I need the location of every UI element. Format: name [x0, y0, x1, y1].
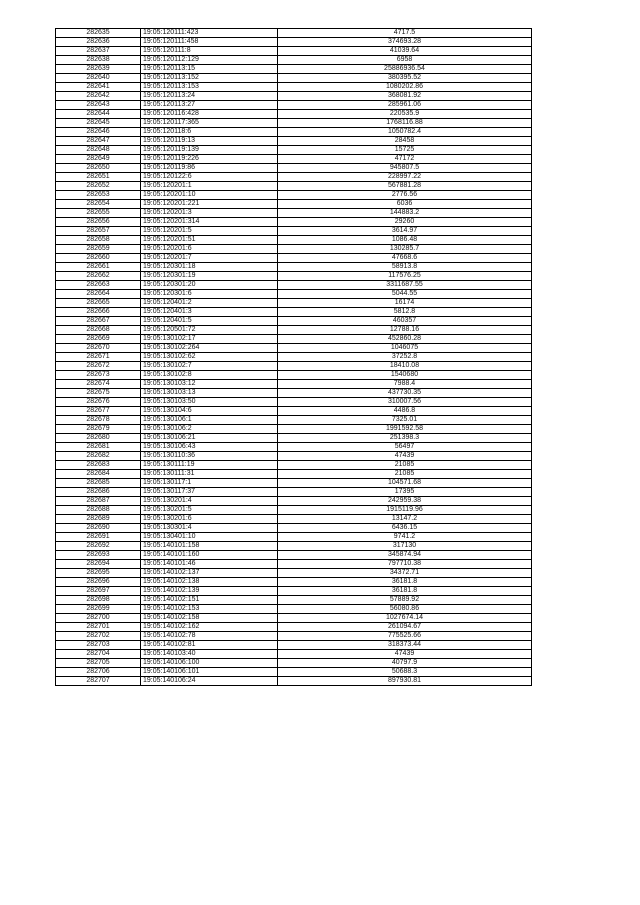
- record-id-cell: 282692: [56, 542, 141, 551]
- amount-cell: 144883.2: [278, 209, 532, 218]
- record-id-cell: 282646: [56, 128, 141, 137]
- amount-cell: 228997.22: [278, 173, 532, 182]
- amount-cell: 56080.86: [278, 605, 532, 614]
- records-table: [55, 28, 532, 686]
- record-id-cell: 282653: [56, 191, 141, 200]
- record-id-cell: 282666: [56, 308, 141, 317]
- amount-cell: 220535.9: [278, 110, 532, 119]
- table-row: [56, 191, 532, 200]
- cadastral-code-cell: 19:05:140106:100: [141, 659, 278, 668]
- amount-cell: 6036: [278, 200, 532, 209]
- cadastral-code-cell: 19:05:120119:13: [141, 137, 278, 146]
- record-id-cell: 282669: [56, 335, 141, 344]
- cadastral-code-cell: 19:05:130106:2: [141, 425, 278, 434]
- record-id-cell: 282690: [56, 524, 141, 533]
- amount-cell: 117576.25: [278, 272, 532, 281]
- amount-cell: 58913.8: [278, 263, 532, 272]
- amount-cell: 1080202.86: [278, 83, 532, 92]
- amount-cell: 21085: [278, 470, 532, 479]
- record-id-cell: 282643: [56, 101, 141, 110]
- cadastral-code-cell: 19:05:120113:27: [141, 101, 278, 110]
- table-row: [56, 146, 532, 155]
- record-id-cell: 282694: [56, 560, 141, 569]
- table-row: [56, 371, 532, 380]
- amount-cell: 4717.5: [278, 29, 532, 38]
- cadastral-code-cell: 19:05:140101:158: [141, 542, 278, 551]
- record-id-cell: 282696: [56, 578, 141, 587]
- cadastral-code-cell: 19:05:120401:3: [141, 308, 278, 317]
- table-row: [56, 479, 532, 488]
- cadastral-code-cell: 19:05:130103:13: [141, 389, 278, 398]
- table-row: [56, 569, 532, 578]
- amount-cell: 9741.2: [278, 533, 532, 542]
- cadastral-code-cell: 19:05:120113:24: [141, 92, 278, 101]
- table-row: [56, 128, 532, 137]
- cadastral-code-cell: 19:05:120122:6: [141, 173, 278, 182]
- cadastral-code-cell: 19:05:130117:1: [141, 479, 278, 488]
- record-id-cell: 282687: [56, 497, 141, 506]
- record-id-cell: 282693: [56, 551, 141, 560]
- table-row: [56, 353, 532, 362]
- amount-cell: 5044.55: [278, 290, 532, 299]
- cadastral-code-cell: 19:05:120301:18: [141, 263, 278, 272]
- amount-cell: 7325.01: [278, 416, 532, 425]
- cadastral-code-cell: 19:05:120201:1: [141, 182, 278, 191]
- table-row: [56, 659, 532, 668]
- amount-cell: 460357: [278, 317, 532, 326]
- record-id-cell: 282656: [56, 218, 141, 227]
- table-row: [56, 74, 532, 83]
- cadastral-code-cell: 19:05:120201:314: [141, 218, 278, 227]
- amount-cell: 6958: [278, 56, 532, 65]
- record-id-cell: 282704: [56, 650, 141, 659]
- table-row: [56, 110, 532, 119]
- cadastral-code-cell: 19:05:120301:19: [141, 272, 278, 281]
- amount-cell: 36181.8: [278, 578, 532, 587]
- cadastral-code-cell: 19:05:120113:15: [141, 65, 278, 74]
- amount-cell: 6436.15: [278, 524, 532, 533]
- cadastral-code-cell: 19:05:120113:152: [141, 74, 278, 83]
- cadastral-code-cell: 19:05:120111:423: [141, 29, 278, 38]
- table-row: [56, 668, 532, 677]
- table-row: [56, 632, 532, 641]
- cadastral-code-cell: 19:05:140102:162: [141, 623, 278, 632]
- table-row: [56, 434, 532, 443]
- table-row: [56, 524, 532, 533]
- record-id-cell: 282683: [56, 461, 141, 470]
- record-id-cell: 282691: [56, 533, 141, 542]
- table-row: [56, 623, 532, 632]
- table-row: [56, 83, 532, 92]
- amount-cell: 17395: [278, 488, 532, 497]
- amount-cell: 41039.64: [278, 47, 532, 56]
- record-id-cell: 282671: [56, 353, 141, 362]
- record-id-cell: 282678: [56, 416, 141, 425]
- record-id-cell: 282637: [56, 47, 141, 56]
- cadastral-code-cell: 19:05:120301:6: [141, 290, 278, 299]
- record-id-cell: 282699: [56, 605, 141, 614]
- table-row: [56, 614, 532, 623]
- record-id-cell: 282701: [56, 623, 141, 632]
- table-row: [56, 407, 532, 416]
- cadastral-code-cell: 19:05:130102:17: [141, 335, 278, 344]
- amount-cell: 317130: [278, 542, 532, 551]
- amount-cell: 437730.35: [278, 389, 532, 398]
- record-id-cell: 282688: [56, 506, 141, 515]
- cadastral-code-cell: 19:05:120118:6: [141, 128, 278, 137]
- cadastral-code-cell: 19:05:140102:78: [141, 632, 278, 641]
- amount-cell: 25886936.54: [278, 65, 532, 74]
- amount-cell: 1991592.58: [278, 425, 532, 434]
- cadastral-code-cell: 19:05:140106:24: [141, 677, 278, 686]
- record-id-cell: 282698: [56, 596, 141, 605]
- cadastral-code-cell: 19:05:120201:3: [141, 209, 278, 218]
- amount-cell: 242959.38: [278, 497, 532, 506]
- cadastral-code-cell: 19:05:130102:264: [141, 344, 278, 353]
- cadastral-code-cell: 19:05:120112:129: [141, 56, 278, 65]
- record-id-cell: 282635: [56, 29, 141, 38]
- amount-cell: 567881.28: [278, 182, 532, 191]
- record-id-cell: 282641: [56, 83, 141, 92]
- table-row: [56, 119, 532, 128]
- record-id-cell: 282702: [56, 632, 141, 641]
- cadastral-code-cell: 19:05:130110:36: [141, 452, 278, 461]
- records-table-body: [56, 29, 532, 686]
- table-row: [56, 254, 532, 263]
- table-row: [56, 443, 532, 452]
- record-id-cell: 282700: [56, 614, 141, 623]
- table-row: [56, 173, 532, 182]
- amount-cell: 47439: [278, 650, 532, 659]
- record-id-cell: 282682: [56, 452, 141, 461]
- cadastral-code-cell: 19:05:140106:101: [141, 668, 278, 677]
- cadastral-code-cell: 19:05:140102:138: [141, 578, 278, 587]
- record-id-cell: 282703: [56, 641, 141, 650]
- amount-cell: 945807.5: [278, 164, 532, 173]
- record-id-cell: 282650: [56, 164, 141, 173]
- amount-cell: 1046075: [278, 344, 532, 353]
- table-row: [56, 497, 532, 506]
- table-row: [56, 389, 532, 398]
- cadastral-code-cell: 19:05:120111:458: [141, 38, 278, 47]
- cadastral-code-cell: 19:05:140102:137: [141, 569, 278, 578]
- record-id-cell: 282674: [56, 380, 141, 389]
- amount-cell: 28458: [278, 137, 532, 146]
- amount-cell: 130285.7: [278, 245, 532, 254]
- record-id-cell: 282652: [56, 182, 141, 191]
- cadastral-code-cell: 19:05:130102:62: [141, 353, 278, 362]
- table-row: [56, 416, 532, 425]
- cadastral-code-cell: 19:05:120119:139: [141, 146, 278, 155]
- cadastral-code-cell: 19:05:120111:8: [141, 47, 278, 56]
- table-row: [56, 308, 532, 317]
- table-row: [56, 362, 532, 371]
- cadastral-code-cell: 19:05:120119:86: [141, 164, 278, 173]
- cadastral-code-cell: 19:05:140103:40: [141, 650, 278, 659]
- cadastral-code-cell: 19:05:140102:139: [141, 587, 278, 596]
- amount-cell: 1540680: [278, 371, 532, 380]
- cadastral-code-cell: 19:05:130102:8: [141, 371, 278, 380]
- amount-cell: 34372.71: [278, 569, 532, 578]
- table-row: [56, 92, 532, 101]
- amount-cell: 374693.28: [278, 38, 532, 47]
- record-id-cell: 282639: [56, 65, 141, 74]
- table-row: [56, 560, 532, 569]
- cadastral-code-cell: 19:05:130201:6: [141, 515, 278, 524]
- record-id-cell: 282642: [56, 92, 141, 101]
- cadastral-code-cell: 19:05:130106:21: [141, 434, 278, 443]
- record-id-cell: 282667: [56, 317, 141, 326]
- cadastral-code-cell: 19:05:130111:19: [141, 461, 278, 470]
- record-id-cell: 282659: [56, 245, 141, 254]
- record-id-cell: 282660: [56, 254, 141, 263]
- table-row: [56, 65, 532, 74]
- amount-cell: 50688.3: [278, 668, 532, 677]
- amount-cell: 452860.28: [278, 335, 532, 344]
- amount-cell: 285961.06: [278, 101, 532, 110]
- cadastral-code-cell: 19:05:130401:10: [141, 533, 278, 542]
- amount-cell: 16174: [278, 299, 532, 308]
- table-row: [56, 380, 532, 389]
- table-row: [56, 677, 532, 686]
- record-id-cell: 282665: [56, 299, 141, 308]
- table-row: [56, 38, 532, 47]
- amount-cell: 775525.66: [278, 632, 532, 641]
- table-row: [56, 137, 532, 146]
- table-row: [56, 164, 532, 173]
- record-id-cell: 282664: [56, 290, 141, 299]
- record-id-cell: 282686: [56, 488, 141, 497]
- amount-cell: 345874.94: [278, 551, 532, 560]
- table-row: [56, 461, 532, 470]
- amount-cell: 368081.92: [278, 92, 532, 101]
- cadastral-code-cell: 19:05:140101:160: [141, 551, 278, 560]
- record-id-cell: 282673: [56, 371, 141, 380]
- record-id-cell: 282654: [56, 200, 141, 209]
- amount-cell: 261094.67: [278, 623, 532, 632]
- amount-cell: 56497: [278, 443, 532, 452]
- amount-cell: 897930.81: [278, 677, 532, 686]
- amount-cell: 47668.6: [278, 254, 532, 263]
- table-row: [56, 425, 532, 434]
- record-id-cell: 282668: [56, 326, 141, 335]
- table-row: [56, 299, 532, 308]
- table-row: [56, 605, 532, 614]
- table-row: [56, 641, 532, 650]
- cadastral-code-cell: 19:05:130106:43: [141, 443, 278, 452]
- record-id-cell: 282675: [56, 389, 141, 398]
- record-id-cell: 282645: [56, 119, 141, 128]
- amount-cell: 47439: [278, 452, 532, 461]
- table-row: [56, 488, 532, 497]
- table-row: [56, 47, 532, 56]
- record-id-cell: 282647: [56, 137, 141, 146]
- cadastral-code-cell: 19:05:120501:72: [141, 326, 278, 335]
- amount-cell: 104571.68: [278, 479, 532, 488]
- amount-cell: 1027674.14: [278, 614, 532, 623]
- table-row: [56, 398, 532, 407]
- record-id-cell: 282677: [56, 407, 141, 416]
- cadastral-code-cell: 19:05:130104:6: [141, 407, 278, 416]
- record-id-cell: 282658: [56, 236, 141, 245]
- table-row: [56, 470, 532, 479]
- amount-cell: 18410.08: [278, 362, 532, 371]
- amount-cell: 21085: [278, 461, 532, 470]
- cadastral-code-cell: 19:05:120113:153: [141, 83, 278, 92]
- table-row: [56, 650, 532, 659]
- cadastral-code-cell: 19:05:130201:4: [141, 497, 278, 506]
- table-row: [56, 182, 532, 191]
- cadastral-code-cell: 19:05:120201:7: [141, 254, 278, 263]
- record-id-cell: 282707: [56, 677, 141, 686]
- record-id-cell: 282684: [56, 470, 141, 479]
- record-id-cell: 282697: [56, 587, 141, 596]
- record-id-cell: 282657: [56, 227, 141, 236]
- amount-cell: 4486.8: [278, 407, 532, 416]
- amount-cell: 318373.44: [278, 641, 532, 650]
- amount-cell: 13147.2: [278, 515, 532, 524]
- amount-cell: 380395.52: [278, 74, 532, 83]
- cadastral-code-cell: 19:05:130117:37: [141, 488, 278, 497]
- table-row: [56, 452, 532, 461]
- record-id-cell: 282661: [56, 263, 141, 272]
- record-id-cell: 282638: [56, 56, 141, 65]
- record-id-cell: 282681: [56, 443, 141, 452]
- amount-cell: 29260: [278, 218, 532, 227]
- record-id-cell: 282663: [56, 281, 141, 290]
- amount-cell: 5812.8: [278, 308, 532, 317]
- record-id-cell: 282676: [56, 398, 141, 407]
- table-row: [56, 578, 532, 587]
- table-row: [56, 335, 532, 344]
- cadastral-code-cell: 19:05:130103:50: [141, 398, 278, 407]
- table-row: [56, 245, 532, 254]
- amount-cell: 3311687.55: [278, 281, 532, 290]
- amount-cell: 797710.38: [278, 560, 532, 569]
- cadastral-code-cell: 19:05:130106:1: [141, 416, 278, 425]
- table-row: [56, 515, 532, 524]
- record-id-cell: 282640: [56, 74, 141, 83]
- amount-cell: 3614.97: [278, 227, 532, 236]
- record-id-cell: 282648: [56, 146, 141, 155]
- amount-cell: 40797.9: [278, 659, 532, 668]
- amount-cell: 251398.3: [278, 434, 532, 443]
- record-id-cell: 282636: [56, 38, 141, 47]
- record-id-cell: 282680: [56, 434, 141, 443]
- amount-cell: 1768116.88: [278, 119, 532, 128]
- amount-cell: 2776.56: [278, 191, 532, 200]
- record-id-cell: 282679: [56, 425, 141, 434]
- record-id-cell: 282689: [56, 515, 141, 524]
- cadastral-code-cell: 19:05:120401:2: [141, 299, 278, 308]
- table-row: [56, 218, 532, 227]
- record-id-cell: 282672: [56, 362, 141, 371]
- record-id-cell: 282685: [56, 479, 141, 488]
- cadastral-code-cell: 19:05:120301:20: [141, 281, 278, 290]
- cadastral-code-cell: 19:05:120117:365: [141, 119, 278, 128]
- table-row: [56, 344, 532, 353]
- table-row: [56, 236, 532, 245]
- cadastral-code-cell: 19:05:140101:46: [141, 560, 278, 569]
- amount-cell: 310007.56: [278, 398, 532, 407]
- cadastral-code-cell: 19:05:120201:6: [141, 245, 278, 254]
- table-row: [56, 326, 532, 335]
- table-row: [56, 155, 532, 164]
- amount-cell: 36181.8: [278, 587, 532, 596]
- table-row: [56, 272, 532, 281]
- table-row: [56, 290, 532, 299]
- record-id-cell: 282651: [56, 173, 141, 182]
- table-row: [56, 209, 532, 218]
- table-row: [56, 551, 532, 560]
- table-row: [56, 506, 532, 515]
- cadastral-code-cell: 19:05:140102:151: [141, 596, 278, 605]
- record-id-cell: 282644: [56, 110, 141, 119]
- amount-cell: 1915119.96: [278, 506, 532, 515]
- record-id-cell: 282695: [56, 569, 141, 578]
- table-row: [56, 587, 532, 596]
- record-id-cell: 282655: [56, 209, 141, 218]
- record-id-cell: 282649: [56, 155, 141, 164]
- table-row: [56, 263, 532, 272]
- cadastral-code-cell: 19:05:120119:226: [141, 155, 278, 164]
- amount-cell: 37252.8: [278, 353, 532, 362]
- table-row: [56, 56, 532, 65]
- cadastral-code-cell: 19:05:120201:10: [141, 191, 278, 200]
- table-row: [56, 227, 532, 236]
- amount-cell: 1086.48: [278, 236, 532, 245]
- record-id-cell: 282670: [56, 344, 141, 353]
- amount-cell: 57889.92: [278, 596, 532, 605]
- cadastral-code-cell: 19:05:130103:12: [141, 380, 278, 389]
- cadastral-code-cell: 19:05:120116:428: [141, 110, 278, 119]
- amount-cell: 7988.4: [278, 380, 532, 389]
- record-id-cell: 282706: [56, 668, 141, 677]
- amount-cell: 15725: [278, 146, 532, 155]
- cadastral-code-cell: 19:05:130301:4: [141, 524, 278, 533]
- record-id-cell: 282705: [56, 659, 141, 668]
- table-row: [56, 29, 532, 38]
- table-row: [56, 317, 532, 326]
- cadastral-code-cell: 19:05:130201:5: [141, 506, 278, 515]
- cadastral-code-cell: 19:05:130102:7: [141, 362, 278, 371]
- table-row: [56, 281, 532, 290]
- amount-cell: 12788.16: [278, 326, 532, 335]
- cadastral-code-cell: 19:05:140102:153: [141, 605, 278, 614]
- cadastral-code-cell: 19:05:140102:158: [141, 614, 278, 623]
- table-row: [56, 542, 532, 551]
- amount-cell: 47172: [278, 155, 532, 164]
- cadastral-code-cell: 19:05:120201:5: [141, 227, 278, 236]
- amount-cell: 1050782.4: [278, 128, 532, 137]
- record-id-cell: 282662: [56, 272, 141, 281]
- cadastral-code-cell: 19:05:120201:51: [141, 236, 278, 245]
- table-row: [56, 596, 532, 605]
- table-row: [56, 533, 532, 542]
- cadastral-code-cell: 19:05:120401:5: [141, 317, 278, 326]
- cadastral-code-cell: 19:05:140102:81: [141, 641, 278, 650]
- cadastral-code-cell: 19:05:120201:221: [141, 200, 278, 209]
- table-row: [56, 101, 532, 110]
- table-row: [56, 200, 532, 209]
- cadastral-code-cell: 19:05:130111:31: [141, 470, 278, 479]
